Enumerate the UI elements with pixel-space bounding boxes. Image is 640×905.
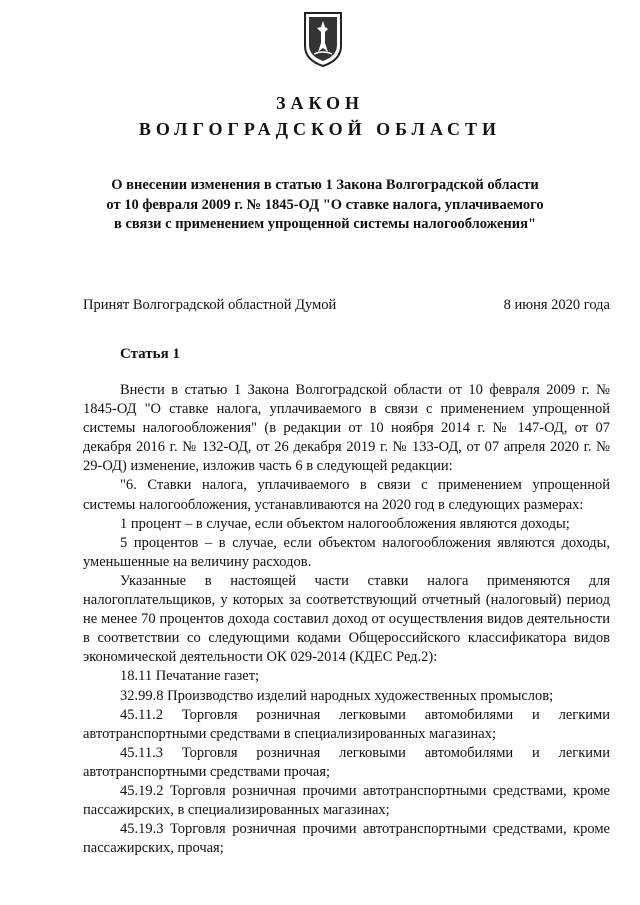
subject-line: в связи с применением упрощенной системы налогообложения" bbox=[113, 216, 537, 232]
adoption-date: 8 июня 2020 года bbox=[503, 297, 610, 313]
activity-code: 45.11.3 Торговля розничная легковыми автомобилями и легкими автотранспортными средствами прочая; bbox=[83, 744, 610, 780]
region-title: ВОЛГОГРАДСКОЙ ОБЛАСТИ bbox=[138, 119, 502, 139]
subject-line: от 10 февраля 2009 г. № 1845-ОД "О ставке налога, уплачиваемого bbox=[106, 196, 544, 213]
activity-code: 45.19.3 Торговля розничная прочими автотранспортными средствами, кроме пассажирских, прочая; bbox=[83, 821, 610, 857]
article-paragraph: "6. Ставки налога, уплачиваемого в связи с применением упрощенной системы налогообложения, устанавливаются на 2020 год в следующих размерах: bbox=[83, 477, 610, 513]
activity-code: 45.11.2 Торговля розничная легковыми автомобилями и легкими автотранспортными средствами в специализированных магазинах; bbox=[83, 706, 610, 742]
article-heading: Статья 1 bbox=[120, 346, 180, 362]
adopted-by: Принят Волгоградской областной Думой bbox=[83, 297, 337, 313]
coat-of-arms-icon bbox=[302, 10, 344, 68]
article-body bbox=[83, 381, 610, 858]
subject-line: О внесении изменения в статью 1 Закона Волгоградской области bbox=[111, 177, 539, 193]
article-paragraph: 1 процент – в случае, если объектом налогообложения являются доходы; bbox=[120, 515, 570, 532]
activity-code: 18.11 Печатание газет; bbox=[120, 668, 260, 685]
activity-code: 32.99.8 Производство изделий народных художественных промыслов; bbox=[120, 687, 554, 704]
article-paragraph: 5 процентов – в случае, если объектом налогообложения являются доходы, уменьшенные на величину расходов. bbox=[83, 534, 610, 570]
activity-code: 45.19.2 Торговля розничная прочими автотранспортными средствами, кроме пассажирских, в специализированных магазинах; bbox=[83, 782, 610, 819]
doc-type-title: ЗАКОН bbox=[275, 93, 365, 113]
law-subject bbox=[60, 176, 590, 235]
article-paragraph: Внести в статью 1 Закона Волгоградской области от 10 февраля 2009 г. № 1845-ОД "О ставке налога, уплачиваемого в связи с применением упрощенной системы налогообложения" (в редакции от 10 ноября 2014 г. № 147-ОД, от 07 декабря 2016 г. № 132-ОД, от 26 декабря 2019 г. № 133-ОД, от 07 апреля 2020 г. № 29-ОД) изменение, изложив часть 6 в следующей редакции: bbox=[83, 382, 610, 475]
article-paragraph: Указанные в настоящей части ставки налога применяются для налогоплательщиков, у которых за соответствующий отчетный (налоговый) период не менее 70 процентов дохода составил доход от осуществления видов деятельности в соответствии со следующими кодами Общероссийского классификатора видов экономической деятельности ОК 029-2014 (КДЕС Ред.2): bbox=[83, 572, 610, 666]
